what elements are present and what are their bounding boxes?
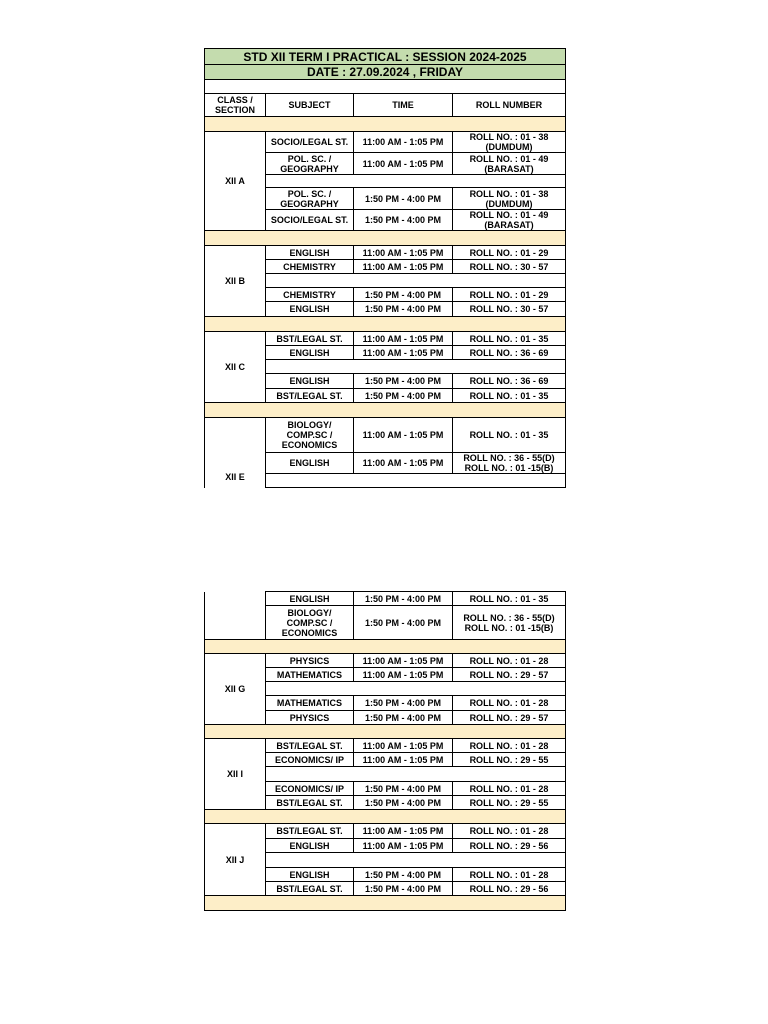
time-cell: 1:50 PM - 4:00 PM	[354, 302, 453, 317]
table-row	[205, 654, 566, 668]
class-xii-j: XII J	[205, 824, 266, 896]
subject-cell: ECONOMICS/ IP	[266, 782, 354, 796]
table-row	[205, 824, 566, 839]
subject-cell: ENGLISH	[266, 592, 354, 606]
class-xii-e: XII E	[205, 418, 266, 488]
roll-cell: ROLL NO. : 01 - 28	[453, 654, 566, 668]
blank-row	[266, 767, 566, 782]
roll-cell: ROLL NO. : 01 - 38 (DUMDUM)	[453, 132, 566, 153]
class-xii-e-continued	[205, 592, 266, 640]
time-cell: 11:00 AM - 1:05 PM	[354, 246, 453, 260]
roll-cell: ROLL NO. : 01 - 28	[453, 868, 566, 882]
roll-cell: ROLL NO. : 36 - 69	[453, 346, 566, 360]
roll-cell	[453, 453, 566, 474]
roll-cell: ROLL NO. : 01 - 49 (BARASAT)	[453, 153, 566, 175]
header-time: TIME	[354, 94, 453, 117]
time-cell: 1:50 PM - 4:00 PM	[354, 696, 453, 711]
roll-cell: ROLL NO. : 29 - 57	[453, 711, 566, 725]
header-subject: SUBJECT	[266, 94, 354, 117]
subject-cell: BIOLOGY/ COMP.SC / ECONOMICS	[266, 418, 354, 453]
time-cell: 11:00 AM - 1:05 PM	[354, 260, 453, 274]
roll-cell: ROLL NO. : 01 - 28	[453, 824, 566, 839]
subject-cell: BST/LEGAL ST.	[266, 824, 354, 839]
separator-row	[205, 640, 566, 654]
time-cell: 1:50 PM - 4:00 PM	[354, 606, 453, 640]
time-cell: 11:00 AM - 1:05 PM	[354, 332, 453, 346]
blank-row	[266, 682, 566, 696]
time-cell: 11:00 AM - 1:05 PM	[354, 132, 453, 153]
roll-cell: ROLL NO. : 01 - 29	[453, 246, 566, 260]
time-cell: 1:50 PM - 4:00 PM	[354, 374, 453, 389]
subject-cell: ENGLISH	[266, 868, 354, 882]
subject-cell: PHYSICS	[266, 654, 354, 668]
time-cell: 1:50 PM - 4:00 PM	[354, 389, 453, 403]
table-row	[205, 592, 566, 606]
roll-cell: ROLL NO. : 01 - 35	[453, 332, 566, 346]
table-row	[205, 418, 566, 453]
roll-cell: ROLL NO. : 29 - 55	[453, 753, 566, 767]
subject-cell: BST/LEGAL ST.	[266, 796, 354, 810]
time-cell: 11:00 AM - 1:05 PM	[354, 739, 453, 753]
time-cell: 11:00 AM - 1:05 PM	[354, 839, 453, 853]
header-roll: ROLL NUMBER	[453, 94, 566, 117]
roll-cell: ROLL NO. : 01 - 28	[453, 696, 566, 711]
roll-cell: ROLL NO. : 01 - 29	[453, 288, 566, 302]
roll-cell: ROLL NO. : 01 - 28	[453, 739, 566, 753]
blank-row	[266, 474, 566, 488]
roll-cell: ROLL NO. : 29 - 56	[453, 882, 566, 896]
roll-line: ROLL NO. : 01 -15(B)	[464, 622, 554, 633]
subject-cell: BST/LEGAL ST.	[266, 332, 354, 346]
roll-cell: ROLL NO. : 30 - 57	[453, 302, 566, 317]
subject-cell: POL. SC. / GEOGRAPHY	[266, 188, 354, 210]
subject-cell: BST/LEGAL ST.	[266, 739, 354, 753]
class-xii-b: XII B	[205, 246, 266, 317]
subject-cell: ENGLISH	[266, 246, 354, 260]
subject-cell: CHEMISTRY	[266, 288, 354, 302]
class-xii-a: XII A	[205, 132, 266, 231]
exam-date: DATE : 27.09.2024 , FRIDAY	[205, 65, 566, 80]
blank-row	[205, 80, 566, 94]
roll-cell: ROLL NO. : 01 - 28	[453, 782, 566, 796]
time-cell: 11:00 AM - 1:05 PM	[354, 753, 453, 767]
subject-cell: ENGLISH	[266, 453, 354, 474]
roll-line: ROLL NO. : 36 - 55(D)	[463, 612, 555, 623]
subject-cell: ENGLISH	[266, 346, 354, 360]
time-cell: 1:50 PM - 4:00 PM	[354, 711, 453, 725]
table-row	[205, 332, 566, 346]
time-cell: 1:50 PM - 4:00 PM	[354, 868, 453, 882]
roll-cell: ROLL NO. : 01 - 38 (DUMDUM)	[453, 188, 566, 210]
roll-line: ROLL NO. : 36 - 55(D)	[463, 453, 555, 463]
schedule-table-page-1	[204, 48, 566, 488]
subject-cell: BST/LEGAL ST.	[266, 389, 354, 403]
class-xii-g: XII G	[205, 654, 266, 725]
subject-cell: ENGLISH	[266, 302, 354, 317]
blank-row	[266, 853, 566, 868]
time-cell: 11:00 AM - 1:05 PM	[354, 668, 453, 682]
subject-cell: CHEMISTRY	[266, 260, 354, 274]
time-cell: 11:00 AM - 1:05 PM	[354, 153, 453, 175]
page-title: STD XII TERM I PRACTICAL : SESSION 2024-2025	[205, 49, 566, 65]
subject-cell: MATHEMATICS	[266, 668, 354, 682]
table-row	[205, 132, 566, 153]
subject-cell: ENGLISH	[266, 839, 354, 853]
separator-row	[205, 725, 566, 739]
separator-row	[205, 117, 566, 132]
class-xii-i: XII I	[205, 739, 266, 810]
separator-row	[205, 317, 566, 332]
roll-cell: ROLL NO. : 36 - 69	[453, 374, 566, 389]
blank-row	[266, 360, 566, 374]
roll-cell: ROLL NO. : 01 - 35	[453, 389, 566, 403]
time-cell: 11:00 AM - 1:05 PM	[354, 824, 453, 839]
blank-row	[266, 274, 566, 288]
time-cell: 1:50 PM - 4:00 PM	[354, 882, 453, 896]
schedule-table-page-2	[204, 591, 566, 911]
header-class: CLASS / SECTION	[205, 94, 266, 117]
subject-cell: ECONOMICS/ IP	[266, 753, 354, 767]
roll-line: ROLL NO. : 01 -15(B)	[464, 463, 554, 473]
roll-cell: ROLL NO. : 29 - 57	[453, 668, 566, 682]
table-row	[205, 246, 566, 260]
subject-cell: ENGLISH	[266, 374, 354, 389]
time-cell: 1:50 PM - 4:00 PM	[354, 592, 453, 606]
separator-row	[205, 896, 566, 911]
roll-cell: ROLL NO. : 01 - 35	[453, 418, 566, 453]
roll-cell: ROLL NO. : 29 - 55	[453, 796, 566, 810]
roll-cell: ROLL NO. : 29 - 56	[453, 839, 566, 853]
subject-cell: MATHEMATICS	[266, 696, 354, 711]
subject-cell: SOCIO/LEGAL ST.	[266, 132, 354, 153]
subject-cell: BIOLOGY/ COMP.SC / ECONOMICS	[266, 606, 354, 640]
roll-cell	[453, 606, 566, 640]
time-cell: 1:50 PM - 4:00 PM	[354, 288, 453, 302]
time-cell: 1:50 PM - 4:00 PM	[354, 796, 453, 810]
blank-row	[266, 175, 566, 188]
separator-row	[205, 403, 566, 418]
time-cell: 1:50 PM - 4:00 PM	[354, 782, 453, 796]
time-cell: 11:00 AM - 1:05 PM	[354, 418, 453, 453]
time-cell: 11:00 AM - 1:05 PM	[354, 453, 453, 474]
time-cell: 1:50 PM - 4:00 PM	[354, 188, 453, 210]
class-xii-c: XII C	[205, 332, 266, 403]
subject-cell: POL. SC. / GEOGRAPHY	[266, 153, 354, 175]
subject-cell: BST/LEGAL ST.	[266, 882, 354, 896]
roll-cell: ROLL NO. : 01 - 49 (BARASAT)	[453, 210, 566, 231]
time-cell: 11:00 AM - 1:05 PM	[354, 346, 453, 360]
header-row	[205, 94, 566, 117]
separator-row	[205, 810, 566, 824]
roll-cell: ROLL NO. : 30 - 57	[453, 260, 566, 274]
table-row	[205, 739, 566, 753]
time-cell: 1:50 PM - 4:00 PM	[354, 210, 453, 231]
separator-row	[205, 231, 566, 246]
subject-cell: SOCIO/LEGAL ST.	[266, 210, 354, 231]
subject-cell: PHYSICS	[266, 711, 354, 725]
roll-cell: ROLL NO. : 01 - 35	[453, 592, 566, 606]
time-cell: 11:00 AM - 1:05 PM	[354, 654, 453, 668]
